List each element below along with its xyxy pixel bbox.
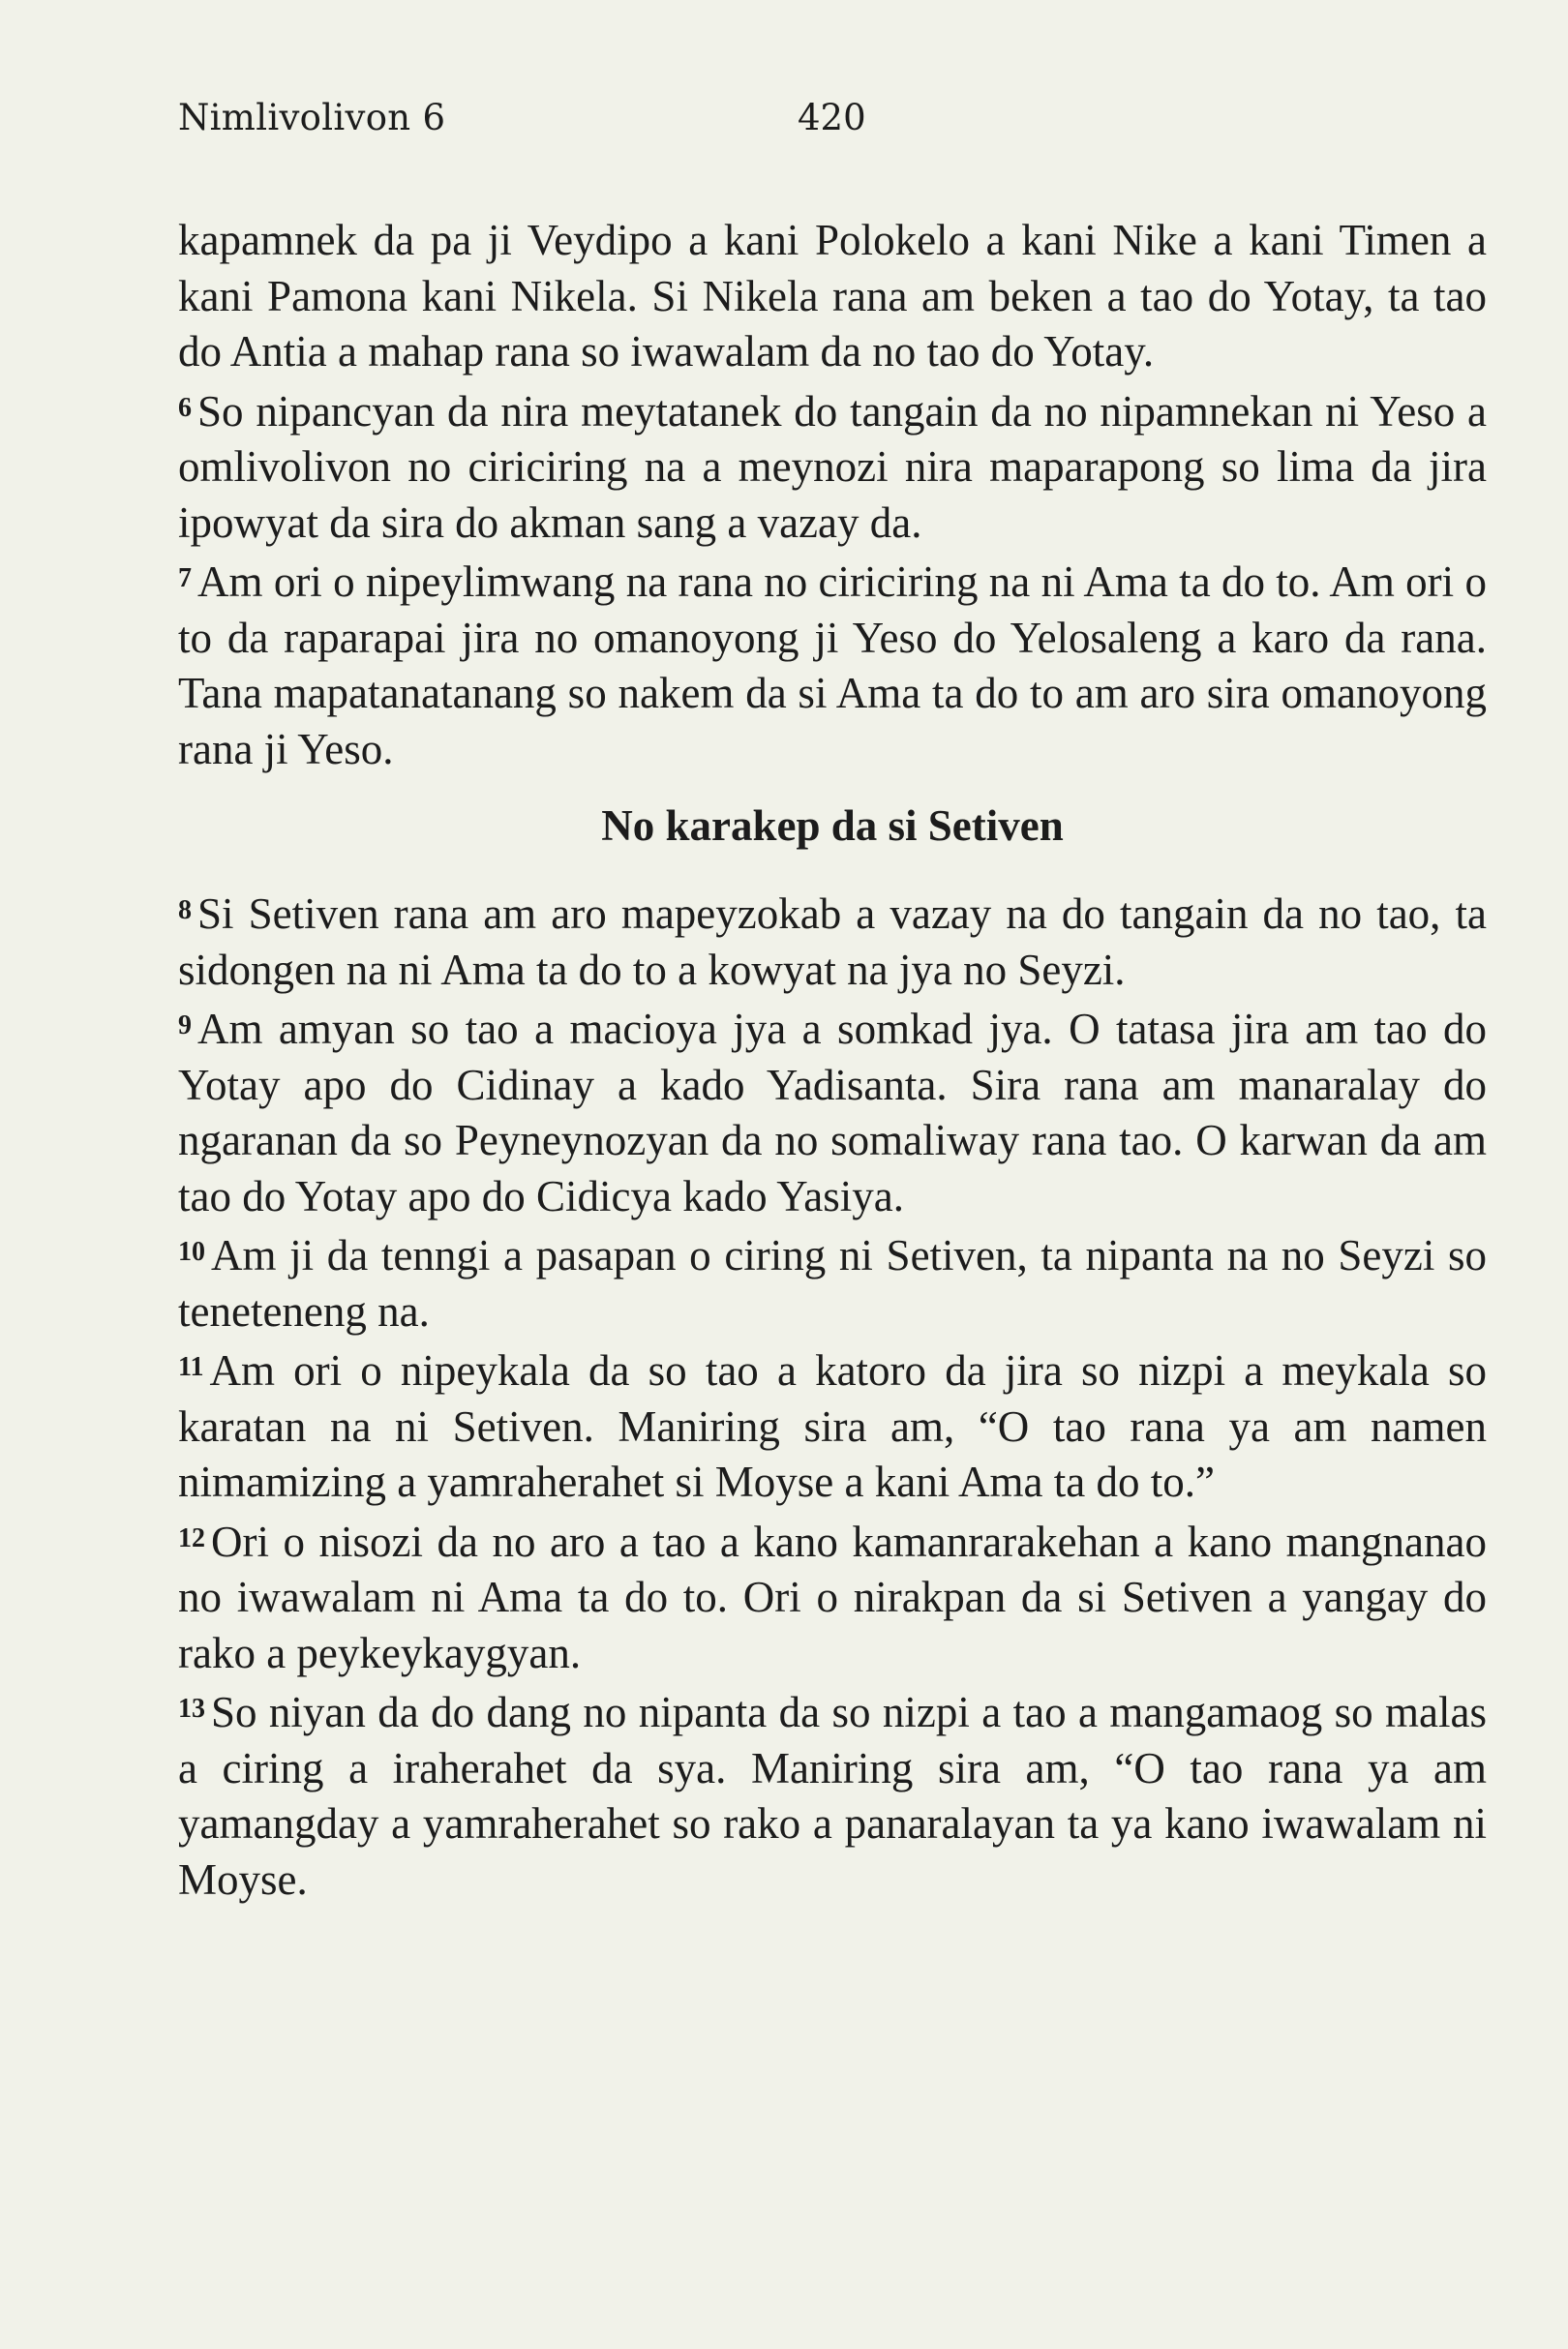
verse-7 — [178, 551, 1487, 777]
verse-text: Am amyan so tao a macioya jya a somkad jya. O tatasa jira am tao do Yotay apo do Cidinay a kado Yadisanta. Sira rana am manaralay do ngaranan da so Peyneynozyan da no somaliway rana tao. O karwan da am tao do Yotay apo do Cidicya kado Yasiya. — [178, 1005, 1487, 1220]
verse-text: Am ori o nipeykala da so tao a katoro da jira so nizpi a meykala so karatan na ni Setiven. Maniring sira am, “O tao rana ya am namen nimamizing a yamraherahet si Moyse a kani Ama ta do to.” — [178, 1346, 1487, 1506]
verse-number: 9 — [178, 1010, 192, 1040]
verse-number: 8 — [178, 895, 192, 925]
verse-text: Ori o nisozi da no aro a tao a kano kamanrarakehan a kano mangnanao no iwawalam ni Ama ta do to. Ori o nirakpan da si Setiven a yangay do rako a peykeykaygyan. — [178, 1517, 1487, 1677]
verse-number: 6 — [178, 392, 192, 423]
verse-number: 11 — [178, 1352, 204, 1382]
verse-number: 12 — [178, 1522, 205, 1553]
verse-text: kapamnek da pa ji Veydipo a kani Polokelo a kani Nike a kani Timen a kani Pamona kani Nikela. Si Nikela rana am beken a tao do Yotay, ta tao do Antia a mahap rana so iwawalam da no tao do Yotay. — [178, 216, 1487, 376]
verse-text: Am ji da tenngi a pasapan o ciring ni Setiven, ta nipanta na no Seyzi so teneteneng na. — [178, 1231, 1487, 1336]
verse-12 — [178, 1511, 1487, 1682]
verse-text: So nipancyan da nira meytatanek do tangain da no nipamnekan ni Yeso a omlivolivon no ciriciring na a meynozi nira maparapong so lima da jira ipowyat da sira do akman sang a vazay da. — [178, 386, 1487, 547]
verse-11 — [178, 1340, 1487, 1511]
verse-text: Si Setiven rana am aro mapeyzokab a vazay na do tangain da no tao, ta sidongen na ni Ama ta do to a kowyat na jya no Seyzi. — [178, 889, 1487, 994]
running-header — [178, 97, 1390, 145]
body-text — [178, 213, 1487, 1908]
running-title: Nimlivolivon 6 — [178, 97, 446, 138]
section-heading: No karakep da si Setiven — [601, 801, 1064, 850]
paragraph — [178, 213, 1487, 380]
verse-number: 7 — [178, 563, 192, 593]
verse-number: 13 — [178, 1694, 205, 1724]
verse-text: So niyan da do dang no nipanta da so nizpi a tao a mangamaog so malas a ciring a iraherahet da sya. Maniring sira am, “O tao rana ya am yamangday a yamraherahet so rako a panaralayan ta ya kano iwawalam ni Moyse. — [178, 1688, 1487, 1904]
verse-8 — [178, 883, 1487, 998]
verse-13 — [178, 1681, 1487, 1908]
verse-9 — [178, 998, 1487, 1224]
verse-number: 10 — [178, 1237, 205, 1267]
verse-text: Am ori o nipeylimwang na rana no ciriciring na ni Ama ta do to. Am ori o to da raparapai jira no omanoyong ji Yeso do Yelosaleng a karo da rana. Tana mapatanatanang so nakem da si Ama ta do to am aro sira omanoyong rana ji Yeso. — [178, 557, 1487, 773]
verse-10 — [178, 1224, 1487, 1340]
verse-6 — [178, 380, 1487, 552]
page-number: 420 — [798, 97, 866, 138]
